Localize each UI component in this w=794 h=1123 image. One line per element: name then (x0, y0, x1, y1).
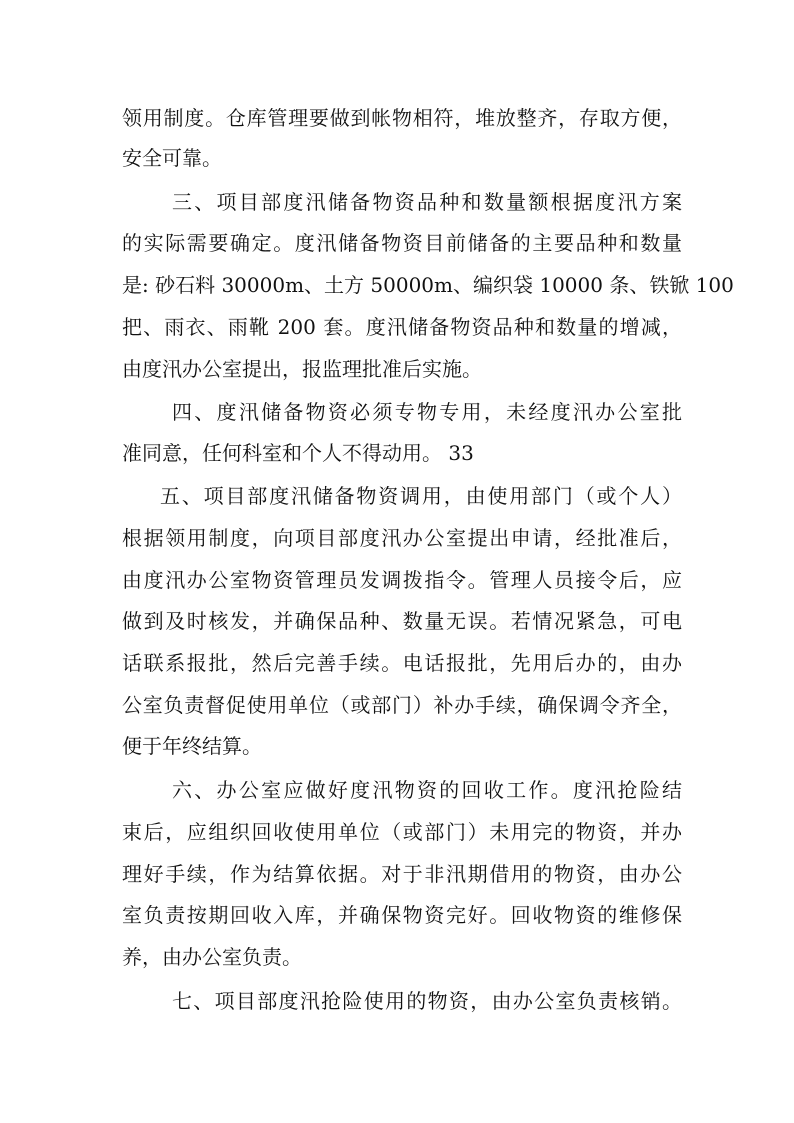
text-line: 根据领用制度，向项目部度汛办公室提出申请，经批准后， (122, 526, 682, 550)
text-line: 是: 砂石料 30000m、土方 50000m、编织袋 10000 条、铁锨 100 (122, 273, 734, 297)
text-line: 六、办公室应做好度汛物资的回收工作。度汛抢险结 (172, 778, 682, 802)
text-line: 做到及时核发，并确保品种、数量无误。若情况紧急，可电 (122, 609, 682, 633)
text-line: 安全可靠。 (122, 146, 222, 170)
text-line: 室负责按期回收入库，并确保物资完好。回收物资的维修保 (122, 903, 682, 927)
text-line: 由度汛办公室物资管理员发调拨指令。管理人员接令后，应 (122, 568, 682, 592)
text-line: 公室负责督促使用单位（或部门）补办手续，确保调令齐全， (122, 693, 682, 717)
text-line: 把、雨衣、雨靴 200 套。度汛储备物资品种和数量的增减， (122, 315, 682, 339)
text-line: 三、项目部度汛储备物资品种和数量额根据度汛方案 (172, 190, 682, 214)
text-line: 由度汛办公室提出，报监理批准后实施。 (122, 357, 482, 381)
text-line: 的实际需要确定。度汛储备物资目前储备的主要品种和数量 (122, 231, 682, 255)
text-line: 理好手续，作为结算依据。对于非汛期借用的物资，由办公 (122, 862, 682, 886)
text-line: 束后，应组织回收使用单位（或部门）未用完的物资，并办 (122, 820, 682, 844)
text-line: 领用制度。仓库管理要做到帐物相符，堆放整齐，存取方便， (122, 106, 682, 130)
text-line: 准同意，任何科室和个人不得动用。 33 (122, 441, 474, 465)
text-line: 便于年终结算。 (122, 734, 262, 758)
text-line: 五、项目部度汛储备物资调用，由使用部门（或个人） (160, 484, 682, 508)
text-line: 话联系报批，然后完善手续。电话报批，先用后办的，由办 (122, 651, 682, 675)
text-line: 七、项目部度汛抢险使用的物资，由办公室负责核销。 (172, 989, 682, 1013)
text-line: 养，由办公室负责。 (122, 945, 302, 969)
text-line: 四、度汛储备物资必须专物专用，未经度汛办公室批 (172, 400, 682, 424)
